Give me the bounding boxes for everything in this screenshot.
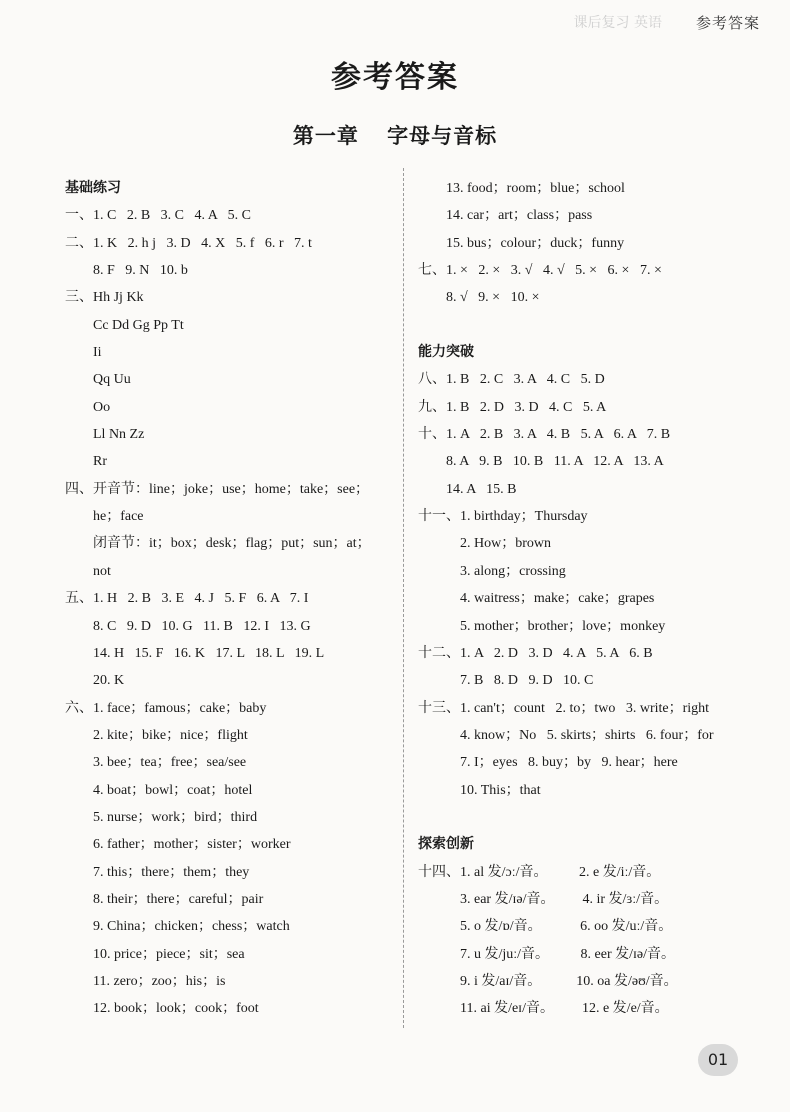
answer-line: 6. father；mother；sister；worker [93, 837, 291, 853]
answer-line: 15. bus；colour；duck；funny [446, 235, 625, 251]
answer-line: 14. H 15. F 16. K 17. L 18. L 19. L [93, 645, 325, 661]
answer-line: 十一、1. birthday；Thursday [418, 509, 588, 525]
answer-line: 4. boat；bowl；coat；hotel [93, 782, 253, 798]
answer-line: 五、1. H 2. B 3. E 4. J 5. F 6. A 7. I [65, 591, 309, 607]
answer-line: 闭音节：it；box；desk；flag；put；sun；at； [93, 536, 371, 552]
answer-line: not [93, 563, 111, 579]
section-heading: 基础练习 [65, 180, 121, 196]
answer-line: 20. K [93, 673, 125, 689]
page-title: 参考答案 [331, 60, 459, 95]
answer-line: Ii [93, 345, 102, 361]
answer-line: 11. ai 发/eɪ/音。 12. e 发/e/音。 [460, 1001, 669, 1017]
chapter-number: 第一章 [292, 124, 359, 148]
answer-line: 12. book；look；cook；foot [93, 1001, 259, 1017]
answer-line: 3. bee；tea；free；sea/see [93, 755, 247, 771]
header-faint-text: 课后复习 英语 [573, 15, 662, 31]
answer-line: 8. C 9. D 10. G 11. B 12. I 13. G [93, 618, 311, 634]
answer-line: 8. F 9. N 10. b [93, 263, 188, 279]
answer-line: Cc Dd Gg Pp Tt [93, 317, 184, 333]
answer-line: 二、1. K 2. h j 3. D 4. X 5. f 6. r 7. t [65, 235, 312, 251]
answer-line: 八、1. B 2. C 3. A 4. C 5. D [418, 372, 605, 388]
answer-line: 三、Hh Jj Kk [65, 290, 144, 306]
answer-line: 10. This；that [460, 782, 541, 798]
answer-line: 十二、1. A 2. D 3. D 4. A 5. A 6. B [418, 645, 653, 661]
answer-line: Qq Uu [93, 372, 131, 388]
answer-line: 5. nurse；work；bird；third [93, 809, 258, 825]
answer-line: he；face [93, 509, 144, 525]
section-heading: 探索创新 [418, 836, 474, 853]
column-divider [403, 168, 404, 1028]
answer-line: 3. along；crossing [460, 563, 566, 579]
answer-line: Oo [93, 399, 111, 415]
answer-line: 七、1. × 2. × 3. √ 4. √ 5. × 6. × 7. × [418, 263, 662, 279]
answer-line: Rr [93, 454, 107, 470]
answer-line: 九、1. B 2. D 3. D 4. C 5. A [418, 399, 607, 415]
answer-line: 十四、1. al 发/ɔː/音。 2. e 发/iː/音。 [418, 864, 661, 880]
answer-line: 14. car；art；class；pass [446, 208, 593, 224]
answer-line: 7. I；eyes 8. buy；by 9. hear；here [460, 755, 678, 771]
answer-line: 8. √ 9. × 10. × [446, 290, 540, 306]
answer-line: 13. food；room；blue；school [446, 181, 625, 196]
section-heading: 能力突破 [418, 344, 474, 361]
answer-line: 9. China；chicken；chess；watch [93, 919, 290, 935]
answer-line: 四、开音节：line；joke；use；home；take；see； [65, 481, 370, 497]
answer-line: 2. kite；bike；nice；flight [93, 727, 248, 743]
answer-line: 9. i 发/aɪ/音。 10. oa 发/əʊ/音。 [460, 973, 678, 989]
answer-line: 5. o 发/ɒ/音。 6. oo 发/uː/音。 [460, 919, 673, 935]
spacer [418, 804, 768, 831]
answer-line: 11. zero；zoo；his；is [93, 973, 226, 989]
answer-line: 一、1. C 2. B 3. C 4. A 5. C [65, 208, 251, 224]
answer-line: 10. price；piece；sit；sea [93, 946, 245, 962]
answer-line: 7. this；there；them；they [93, 864, 250, 880]
answer-line: 8. A 9. B 10. B 11. A 12. A 13. A [446, 454, 664, 470]
answer-line: 4. know；No 5. skirts；shirts 6. four；for [460, 727, 714, 743]
answer-line: 7. B 8. D 9. D 10. C [460, 673, 594, 689]
answer-line: 5. mother；brother；love；monkey [460, 618, 666, 634]
answer-line: 十三、1. can't；count 2. to；two 3. write；right [418, 700, 710, 716]
answer-line: Ll Nn Zz [93, 427, 145, 443]
spacer [418, 312, 768, 339]
answer-line: 六、1. face；famous；cake；baby [65, 700, 267, 716]
answer-line: 14. A 15. B [446, 481, 517, 497]
answer-line: 7. u 发/juː/音。 8. eer 发/ɪə/音。 [460, 946, 676, 962]
left-column [65, 175, 395, 1023]
answer-line: 8. their；there；careful；pair [93, 891, 264, 907]
page-number: 01 [698, 1044, 738, 1076]
chapter-heading [0, 120, 790, 150]
answer-line: 4. waitress；make；cake；grapes [460, 591, 655, 607]
right-column [418, 175, 768, 1023]
chapter-name: 字母与音标 [387, 124, 498, 148]
answer-line: 2. How；brown [460, 536, 551, 552]
answer-line: 十、1. A 2. B 3. A 4. B 5. A 6. A 7. B [418, 427, 671, 443]
header-label: 参考答案 [695, 14, 760, 32]
answer-line: 3. ear 发/ɪə/音。 4. ir 发/ɜː/音。 [460, 891, 669, 907]
